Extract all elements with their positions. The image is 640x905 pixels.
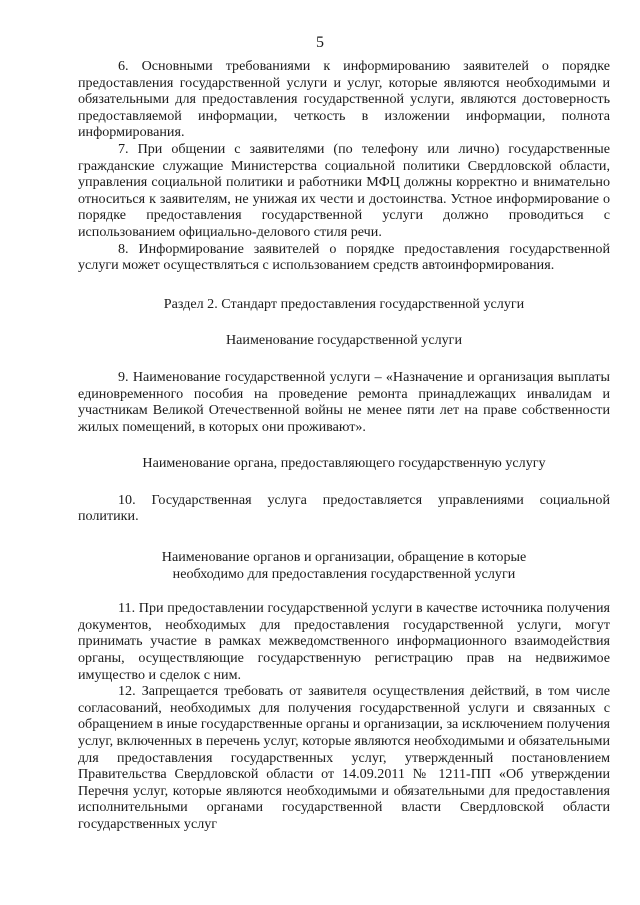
paragraph-11: 11. При предоставлении государственной услуги в качестве источника получения документов, необходимых для предоставления государственной услуги, могут принимать участие в рамках межведомственного информационного взаимодействия органы, осуществляющие государственную регистрацию прав на недвижимое имущество и сделок с ним. [78, 600, 610, 683]
section-2-heading: Раздел 2. Стандарт предоставления государственной услуги [163, 295, 525, 312]
service-name-heading: Наименование государственной услуги [225, 332, 462, 349]
paragraph-9: 9. Наименование государственной услуги – «Назначение и организация выплаты единовременного пособия на проведение ремонта принадлежащих инвалидам и участникам Великой Отечественной войны не менее пяти лет на праве собственности жилых помещений, в которых они проживают». [78, 368, 610, 435]
page-number: 5 [316, 34, 324, 51]
orgs-heading-line-1: Наименование органов и организации, обращение в которые [161, 549, 527, 566]
paragraph-6: 6. Основными требованиями к информированию заявителей о порядке предоставления государственной услуги и услуг, которые являются необходимыми и обязательными для предоставления государственной услуги, являются достоверность предоставляемой информации, четкость в изложении информации, полнота информирования. [78, 58, 610, 141]
paragraph-12: 12. Запрещается требовать от заявителя осуществления действий, в том числе согласований, необходимых для получения государственной услуги и связанных с обращением в иные государственные органы и организации, за исключением получения услуг, включенных в перечень услуг, которые являются необходимыми и обязательными для предоставления государственных услуг, утвержденный постановлением Правительства Свердловской области от 14.09.2011 № 1211-ПП «Об утверждении Перечня услуг, которые являются необходимыми и обязательными для предоставления исполнительными органами государственной власти Свердловской области государственных услуг [78, 683, 611, 832]
paragraph-7: 7. При общении с заявителями (по телефону или лично) государственные гражданские служащие Министерства социальной политики Свердловской области, управления социальной политики и работники МФЦ должны корректно и внимательно относиться к заявителям, не унижая их чести и достоинства. Устное информирование о порядке предоставления государственной услуги должно проводиться с использованием официально-делового стиля речи. [78, 140, 610, 240]
provider-org-heading: Наименование органа, предоставляющего государственную услугу [142, 455, 546, 472]
paragraph-8: 8. Информирование заявителей о порядке предоставления государственной услуги может осуществляться с использованием средств автоинформирования. [78, 240, 610, 274]
orgs-heading-line-2: необходимо для предоставления государственной услуги [172, 565, 516, 582]
paragraph-10: 10. Государственная услуга предоставляется управлениями социальной политики. [78, 491, 610, 525]
orgs-heading [78, 549, 610, 582]
document-body [78, 58, 610, 833]
